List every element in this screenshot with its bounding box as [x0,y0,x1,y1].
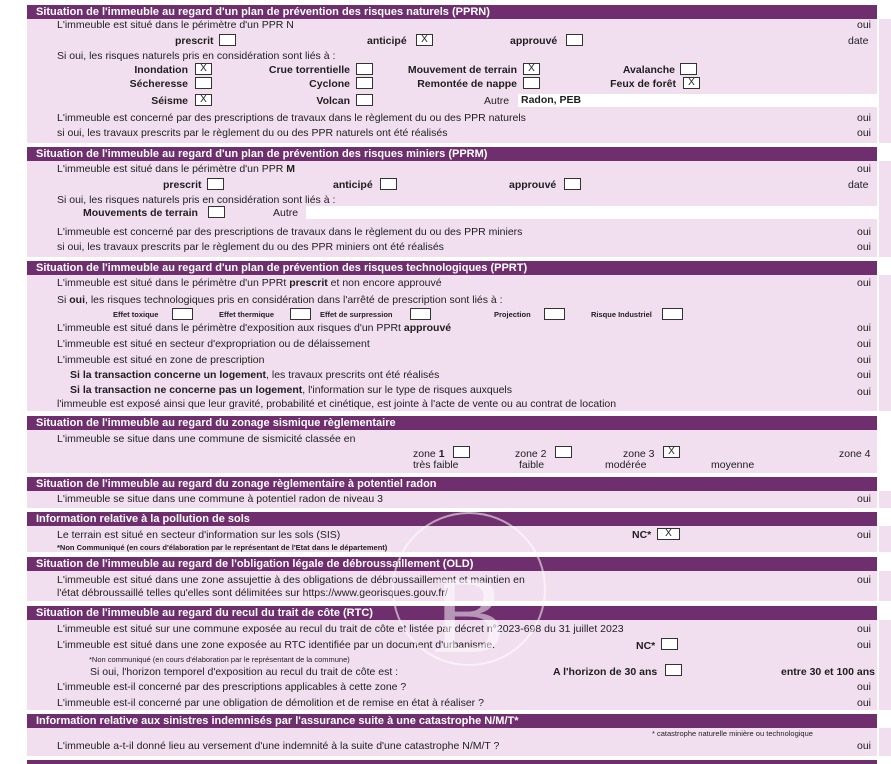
cyclone-label: Cyclone [309,78,350,90]
pprm-travaux-text: si oui, les travaux prescrits par le règlement du ou des PPR miniers ont été réalisés [57,241,444,253]
pprn-travaux-oui: oui [857,127,872,139]
rtc-note: *Non communiqué (en cours d'élaboration par le représentant de la commune) [89,655,350,664]
pprn-approuve-checkbox[interactable] [566,34,583,46]
feux-checkbox[interactable] [683,77,700,89]
old-text-line2: l'état débroussaillé telles qu'elles sont délimitées sur https://www.georisques.gouv.fr/ [57,587,448,599]
rtc-zone-oui: oui [857,639,872,651]
sinistres-oui: oui [857,740,872,752]
pprn-date-label: date [848,35,869,47]
rtc-horizon30-checkbox[interactable] [665,664,682,676]
avalanche-label: Avalanche [622,64,675,76]
pprn-autre-value[interactable]: Radon, PEB [518,94,879,107]
rtc-demolition-oui: oui [857,697,872,709]
pprn-header: Situation de l'immeuble au regard d'un plan de prévention des risques naturels (PPRN) [27,5,877,19]
sols-right-strip [879,526,891,552]
sols-note: *Non Communiqué (en cours d'élaboration par le représentant de l'Etat dans le département) [57,543,388,552]
sols-header: Information relative à la pollution de sols [27,512,877,526]
pprn-perimetre-oui: oui [857,19,872,31]
pprm-risques-intro: Si oui, les risques naturels pris en considération sont liés à : [57,194,336,206]
cyclone-checkbox[interactable] [356,77,373,89]
zone3-label: zone 3 [623,448,655,460]
nappe-label: Remontée de nappe [417,78,517,90]
pprm-mouvements-checkbox[interactable] [208,206,225,218]
rtc-nc-checkbox[interactable] [661,638,678,650]
zone3-level: modérée [605,459,647,471]
nappe-checkbox[interactable] [523,77,540,89]
inondation-checkbox[interactable] [195,63,212,75]
old-oui: oui [857,574,872,586]
sismique-text: L'immeuble se situe dans une commune de sismicité classée en [57,433,356,445]
pprt-prescription-text: L'immeuble est situé en zone de prescription [57,354,265,366]
radon-right-strip [879,491,891,508]
pprm-approuve-checkbox[interactable] [564,178,581,190]
sols-oui: oui [857,529,872,541]
avalanche-checkbox[interactable] [680,63,697,75]
pprn-anticipe-checkbox[interactable] [416,34,433,46]
feux-label: Feux de forêt [610,78,676,90]
pprm-prescriptions-oui: oui [857,226,872,238]
old-header: Situation de l'immeuble au regard de l'obligation légale de débroussaillement (OLD) [27,557,877,571]
mouvement-label: Mouvement de terrain [407,64,517,76]
rtc-nc-label: NC* [636,640,656,652]
rtc-demolition-text: L'immeuble est-il concerné par une obligation de démolition et de remise en état à réaliser ? [57,697,484,709]
thermique-checkbox[interactable] [290,308,311,320]
sismique-header: Situation de l'immeuble au regard du zonage sismique règlementaire [27,416,877,430]
seisme-checkbox[interactable] [195,94,212,106]
rtc-zone-text: L'immeuble est situé dans une zone exposée au RTC identifiée par un document d'urbanisme. [57,639,496,651]
zone2-checkbox[interactable] [555,446,572,458]
zone1-label: zone 1 [413,448,445,460]
pprt-expropriation-text: L'immeuble est situé en secteur d'expropriation ou de délaissement [57,338,370,350]
next-section-header [27,760,877,764]
pprn-approuve-label: approuvé [510,35,558,47]
pprm-mouvements-label: Mouvements de terrain [83,207,198,219]
pprm-travaux-oui: oui [857,241,872,253]
pprn-date-strip [879,19,891,143]
pprm-anticipe-label: anticipé [333,179,373,191]
inondation-label: Inondation [134,64,188,76]
pprn-perimetre-text: L'immeuble est situé dans le périmètre d'un PPR N [57,19,294,31]
zone2-label: zone 2 [515,448,547,460]
pprt-prescription-oui: oui [857,354,872,366]
rtc-horizon100-label: entre 30 et 100 ans [781,666,875,678]
zone4-level: moyenne [711,459,755,471]
pprn-prescriptions-oui: oui [857,112,872,124]
pprt-perimetre-oui: oui [857,277,872,289]
rtc-commune-oui: oui [857,623,872,635]
crue-checkbox[interactable] [356,63,373,75]
rtc-prescriptions-oui: oui [857,681,872,693]
sols-nc-checkbox[interactable] [657,528,680,540]
pprn-autre-label: Autre [484,95,510,107]
pprn-anticipe-label: anticipé [367,35,407,47]
sinistres-text: L'immeuble a-t-il donné lieu au versement d'une indemnité à la suite d'une catastrophe N/M/T ? [57,740,500,752]
pprn-travaux-text: si oui, les travaux prescrits par le règlement du ou des PPR naturels ont été réalisés [57,127,448,139]
pprt-logement-text: Si la transaction concerne un logement, les travaux prescrits ont été réalisés [70,369,440,381]
thermique-label: Effet thermique [219,310,275,319]
rtc-right-strip [879,620,891,710]
projection-label: Projection [494,310,531,319]
pprm-perimetre-oui: oui [857,163,872,175]
pprm-prescrit-label: prescrit [163,179,202,191]
pprt-risques-intro: Si oui, les risques technologiques pris en considération dans l'arrêté de prescription sont liés à : [57,294,503,306]
volcan-checkbox[interactable] [356,94,373,106]
volcan-label: Volcan [316,95,350,107]
toxique-label: Effet toxique [113,310,159,319]
surpression-label: Effet de surpression [320,310,393,319]
pprn-risques-intro: Si oui, les risques naturels pris en considération sont liés à : [57,50,336,62]
radon-header: Situation de l'immeuble au regard du zonage règlementaire à potentiel radon [27,477,877,491]
pprm-approuve-label: approuvé [509,179,557,191]
rtc-commune-text: L'immeuble est situé sur une commune exposée au recul du trait de côte et listée par décret n°2023-698 du 31 juillet 2023 [57,623,624,635]
pprt-exposition-oui: oui [857,322,872,334]
pprm-anticipe-checkbox[interactable] [380,178,397,190]
old-right-strip [879,571,891,601]
pprm-perimetre-text: L'immeuble est situé dans le périmètre d'un PPR M [57,163,296,175]
rtc-horizon30-label: A l'horizon de 30 ans [553,666,658,678]
pprn-prescrit-checkbox[interactable] [219,34,236,46]
pprt-exposition-text: L'immeuble est situé dans le périmètre d'exposition aux risques d'un PPRt approuvé [57,322,452,334]
old-text-line1: L'immeuble est situé dans une zone assujettie à des obligations de débroussaillement et maintien en [57,574,525,586]
pprt-logement-oui: oui [857,369,872,381]
pprt-expropriation-oui: oui [857,338,872,350]
pprm-header: Situation de l'immeuble au regard d'un plan de prévention des risques miniers (PPRM) [27,147,877,161]
industriel-label: Risque Industriel [591,310,652,319]
pprt-non-logement-oui: oui [857,386,872,398]
pprn-prescrit-label: prescrit [175,35,214,47]
sols-text: Le terrain est situé en secteur d'information sur les sols (SIS) [57,529,341,541]
pprt-header: Situation de l'immeuble au regard d'un plan de prévention des risques technologiques (PPRT) [27,261,877,275]
mouvement-checkbox[interactable] [523,63,540,75]
pprm-autre-field[interactable] [306,206,879,219]
pprm-date-strip [879,161,891,257]
pprt-perimetre-text: L'immeuble est situé dans le périmètre d'un PPRt prescrit et non encore approuvé [57,277,442,289]
zone4-label: zone 4 [839,448,871,460]
pprt-non-logement-text: Si la transaction ne concerne pas un logement, l'information sur le type de risques auxquels [70,384,513,396]
sinistres-right-strip [879,728,891,756]
industriel-checkbox[interactable] [662,308,683,320]
sinistres-header: Information relative aux sinistres indemnisés par l'assurance suite à une catastrophe N/M/T* [27,714,877,728]
pprm-prescrit-checkbox[interactable] [207,178,224,190]
rtc-header: Situation de l'immeuble au regard du recul du trait de côte (RTC) [27,606,877,620]
rtc-horizon-text: Si oui, l'horizon temporel d'exposition au recul du trait de côte est : [90,666,399,678]
pprm-date-label: date [848,179,869,191]
zone1-checkbox[interactable] [453,446,470,458]
sinistres-note: * catastrophe naturelle minière ou technologique [652,729,813,738]
toxique-checkbox[interactable] [172,308,193,320]
rtc-prescriptions-text: L'immeuble est-il concerné par des prescriptions applicables à cette zone ? [57,681,407,693]
crue-label: Crue torrentielle [268,64,350,76]
surpression-checkbox[interactable] [410,308,431,320]
pprm-autre-label: Autre [273,207,299,219]
secheresse-label: Sécheresse [129,78,188,90]
zone2-level: faible [519,459,545,471]
zone3-checkbox[interactable] [663,446,680,458]
pprm-prescriptions-text: L'immeuble est concerné par des prescriptions de travaux dans le règlement du ou des PPR miniers [57,226,523,238]
seisme-label: Séisme [151,95,188,107]
pprt-gravite-text: l'immeuble est exposé ainsi que leur gravité, probabilité et cinétique, est jointe à l'acte de vente ou au contrat de location [57,398,617,410]
projection-checkbox[interactable] [544,308,565,320]
radon-oui: oui [857,493,872,505]
pprt-right-strip [879,275,891,411]
pprn-prescriptions-text: L'immeuble est concerné par des prescriptions de travaux dans le règlement du ou des PPR naturels [57,112,526,124]
zone1-level: très faible [413,459,459,471]
watermark-logo: B [432,554,506,676]
radon-text: L'immeuble se situe dans une commune à potentiel radon de niveau 3 [57,493,383,505]
secheresse-checkbox[interactable] [195,77,212,89]
sols-nc-label: NC* [632,529,652,541]
